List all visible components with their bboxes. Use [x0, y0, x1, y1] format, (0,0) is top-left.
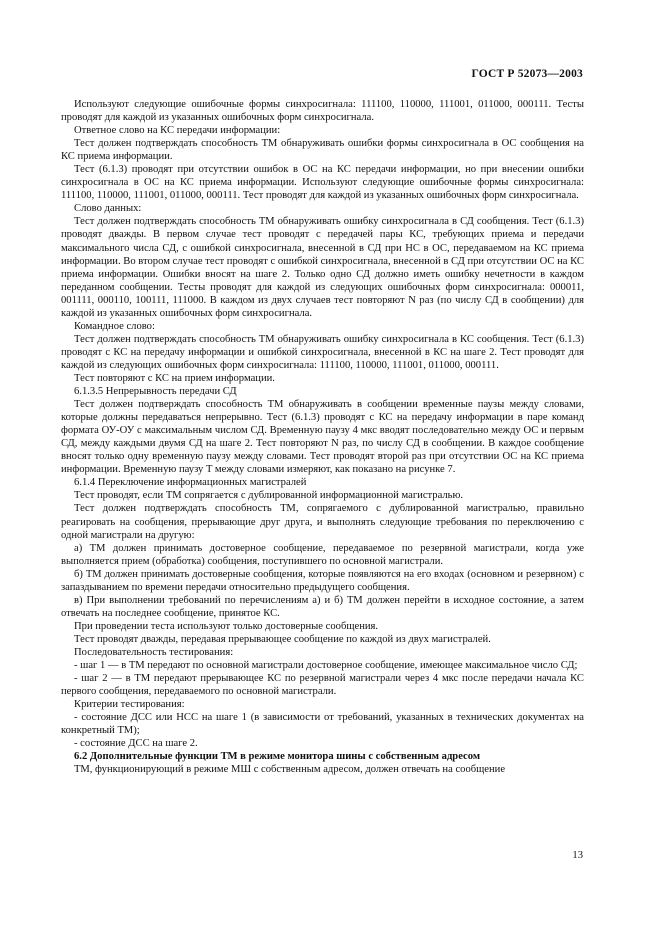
- section-heading: 6.1.4 Переключение информационных магистралей: [74, 477, 307, 489]
- paragraph: Командное слово:: [74, 320, 155, 332]
- paragraph: Тест (6.1.3) проводят при отсутствии ошибок в ОС на КС передачи информации, но при внесении ошибки синхросигнала в ОС на КС приема информации. Используют следующие ошибочные формы синхросигнала: 111100, 110000, 111001, 011000, 000111. Тест проводят для каждой из указанных ошибочных форм синхросигнала.: [61, 164, 584, 202]
- paragraph: Слово данных:: [74, 203, 142, 215]
- paragraph: Тест проводят дважды, передавая прерывающее сообщение по каждой из двух магистралей.: [74, 633, 491, 645]
- document-header: ГОСТ Р 52073—2003: [471, 68, 583, 80]
- section-heading: 6.2 Дополнительные функции ТМ в режиме монитора шины с собственным адресом: [74, 751, 481, 763]
- list-item: б) ТМ должен принимать достоверные сообщения, которые появляются на его входах (основном и резервном) с запаздыванием по времени передачи относительно предыдущего сообщения.: [61, 568, 584, 593]
- list-item: - шаг 2 — в ТМ передают прерывающее КС по резервной магистрали через 4 мкс после передачи начала КС первого сообщения, передаваемого по основной магистрали.: [61, 673, 584, 698]
- paragraph: Тест повторяют с КС на прием информации.: [74, 372, 275, 384]
- list-item: в) При выполнении требований по перечислениям а) и б) ТМ должен перейти в исходное состояние, а затем отвечать на последнее сообщение, принятое КС.: [61, 594, 584, 619]
- page-number: 13: [572, 850, 583, 861]
- paragraph: Тест должен подтверждать способность ТМ обнаруживать ошибку синхросигнала в СД сообщения. Тест (6.1.3) проводят дважды. В первом случае тест проводят с передачей пары КС, требующих приема и передачи максимального числа СД, с ошибкой синхросигнала, внесенной в СД при НС в ОС, передаваемом на КС приема информации. Во втором случае тест проводят с ошибкой синхросигнала, внесенной в СД при отсутствии ОС на КС приема информации. Ошибки вносят на шаге 2. Только одно СД должно иметь ошибку нечетности в каждом переданном сообщении. Тесты проводят для каждой из следующих ошибочных форм синхросигнала: 000011, 001111, 000110, 100111, 111000. В каждом из двух случаев тест повторяют N раз (по числу СД в сообщении) для каждой из указанных ошибочных форм синхросигнала.: [61, 216, 584, 319]
- paragraph: При проведении теста используют только достоверные сообщения.: [74, 620, 379, 632]
- paragraph: Ответное слово на КС передачи информации:: [74, 125, 281, 137]
- paragraph: Тест проводят, если ТМ сопрягается с дублированной информационной магистралью.: [74, 490, 464, 502]
- paragraph: Последовательность тестирования:: [74, 646, 234, 658]
- section-heading: 6.1.3.5 Непрерывность передачи СД: [74, 386, 237, 398]
- list-item: - шаг 1 — в ТМ передают по основной магистрали достоверное сообщение, имеющее максимальное число СД;: [74, 660, 578, 672]
- list-item: а) ТМ должен принимать достоверное сообщение, передаваемое по резервной магистрали, когда уже выполняется прием (обработка) сообщения, поступившего по основной магистрали.: [61, 542, 584, 567]
- paragraph: Критерии тестирования:: [74, 699, 185, 711]
- paragraph: ТМ, функционирующий в режиме МШ с собственным адресом, должен отвечать на сообщение: [74, 764, 506, 776]
- body-text: [61, 98, 584, 776]
- paragraph: Тест должен подтверждать способность ТМ обнаруживать ошибки формы синхросигнала в ОС сообщения на КС приема информации.: [61, 138, 584, 163]
- list-item: - состояние ДСС на шаге 2.: [74, 738, 198, 750]
- paragraph: Используют следующие ошибочные формы синхросигнала: 111100, 110000, 111001, 011000, 000111. Тесты проводят для каждой из указанных ошибочных форм синхросигнала.: [61, 99, 584, 124]
- list-item: - состояние ДСС или НСС на шаге 1 (в зависимости от требований, указанных в технических документах на конкретный ТМ);: [61, 712, 584, 737]
- paragraph: Тест должен подтверждать способность ТМ обнаруживать ошибку синхросигнала в КС сообщения. Тест (6.1.3) проводят с КС на передачу информации и ошибкой синхросигнала, внесенной в КС на шаге 2. Тест проводят для каждой из следующих ошибочных форм синхросигнала: 111100, 110000, 111001, 011000, 000111.: [61, 333, 584, 371]
- paragraph: Тест должен подтверждать способность ТМ, сопрягаемого с дублированной магистралью, правильно реагировать на сообщения, прерывающие друг друга, и выполнять следующие требования по переключению с одной магистрали на другую:: [61, 503, 584, 541]
- paragraph: Тест должен подтверждать способность ТМ обнаруживать в сообщении временные паузы между словами, которые должны передаваться непрерывно. Тест (6.1.3) проводят с КС на передачу информации в паре команд формата ОУ-ОУ с максимальным числом СД. Временную паузу 4 мкс вводят последовательно между ОС и первым СД, между каждыми двумя СД на шаге 2. Тест повторяют N раз, по числу СД в сообщении. В каждое сообщение вносят только одну временную паузу между словами. Тест проводят второй раз при отсутствии ОС на КС приема информации. Временную паузу T между словами измеряют, как показано на рисунке 7.: [61, 399, 584, 476]
